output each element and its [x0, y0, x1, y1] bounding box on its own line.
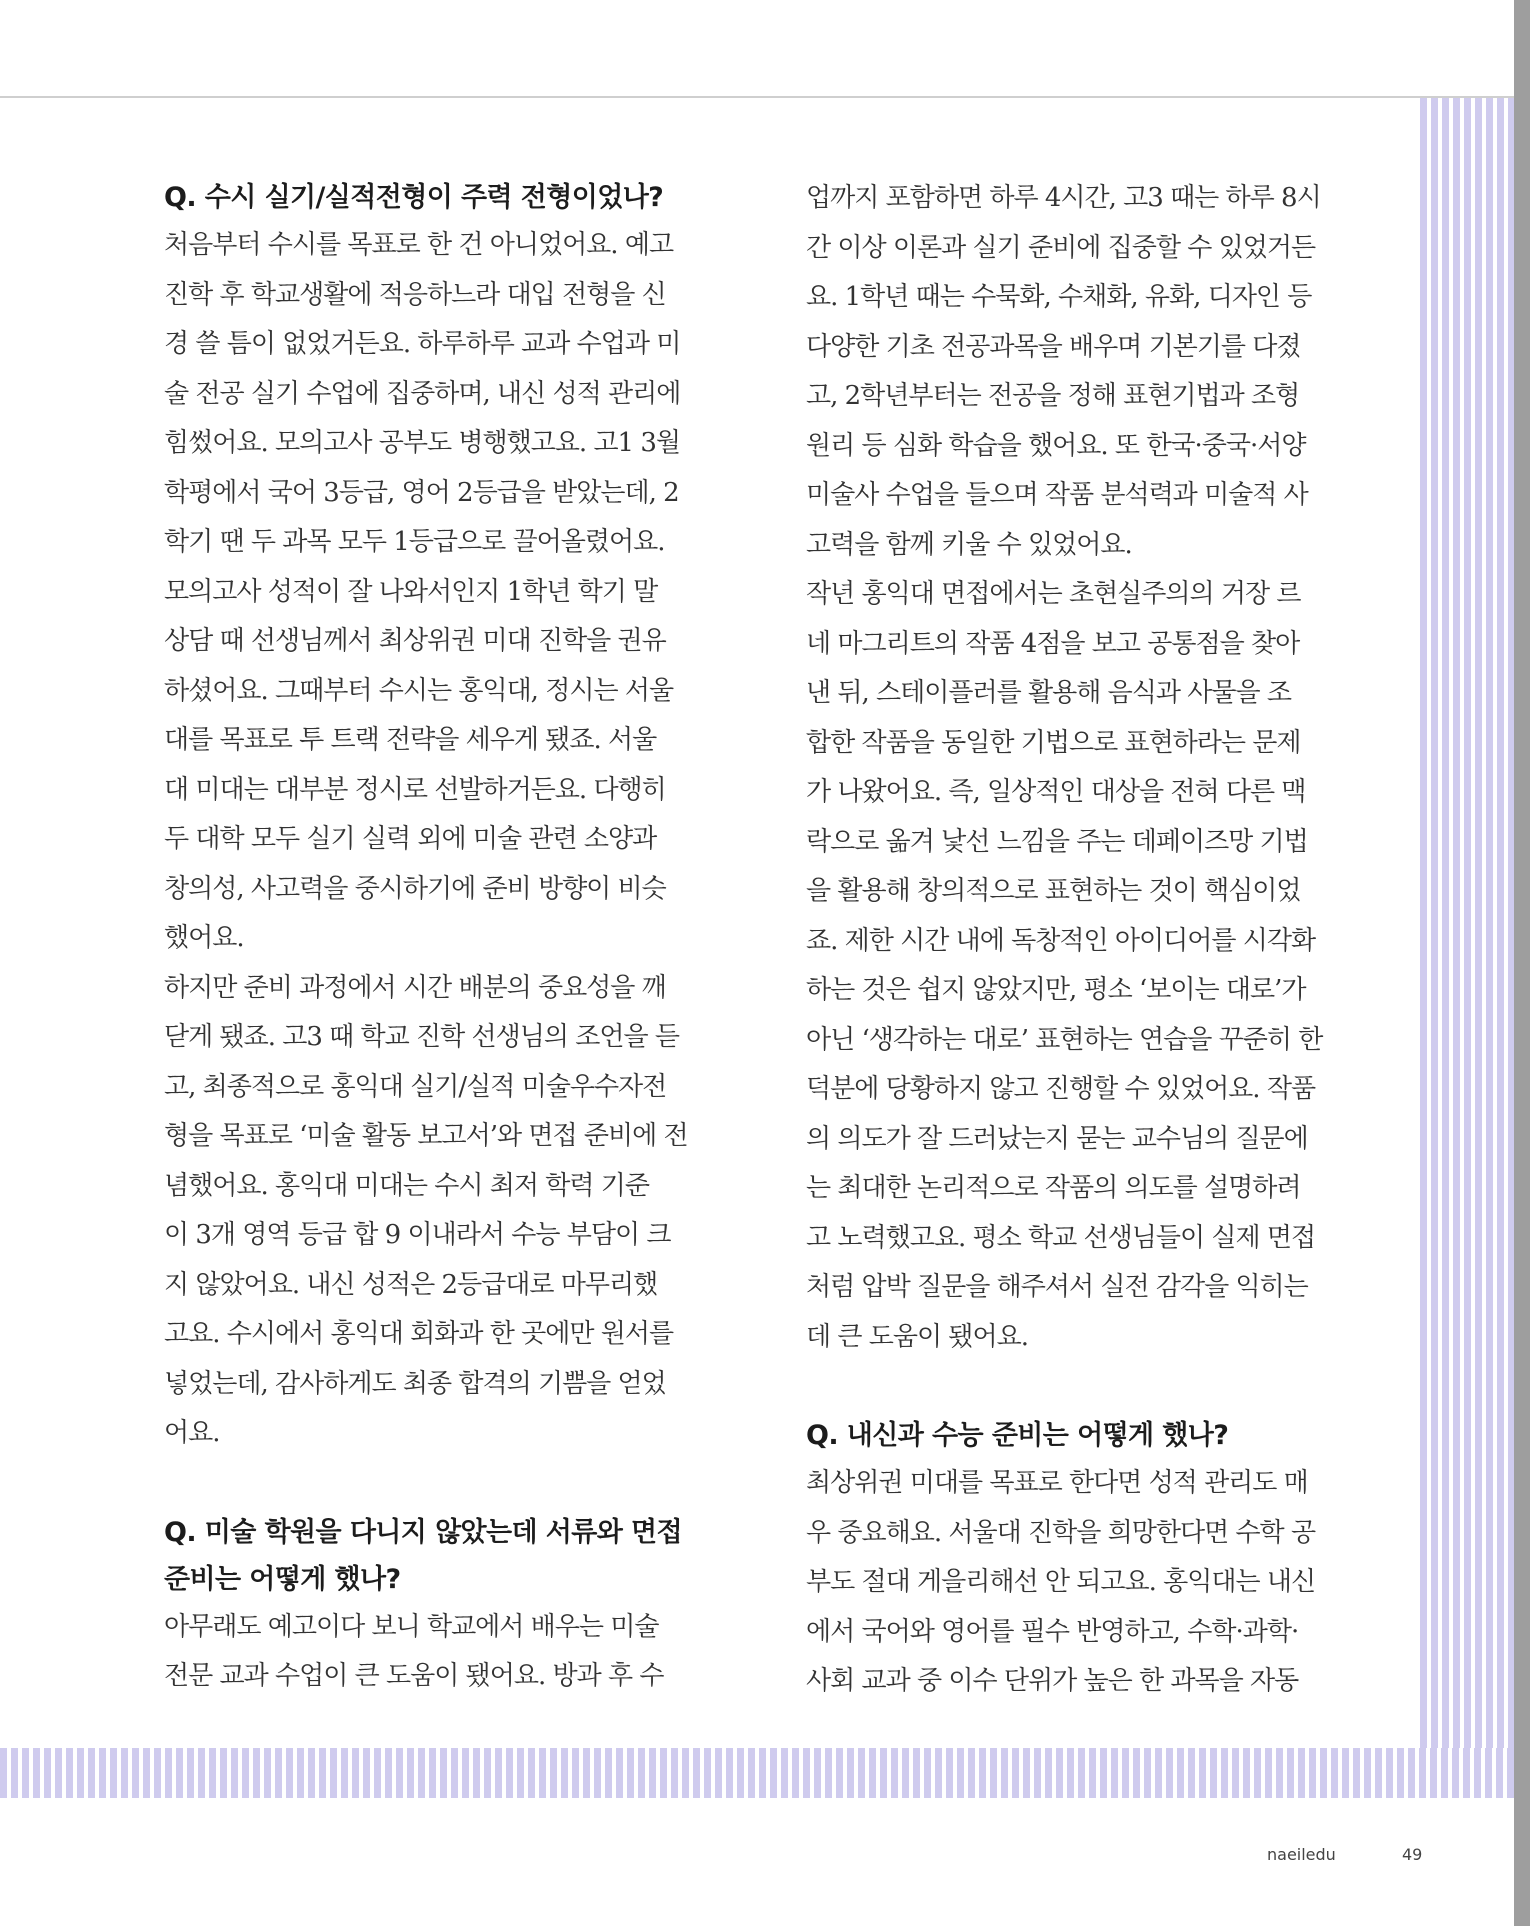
text-line: 하셨어요. 그때부터 수시는 홍익대, 정시는 서울 [164, 675, 674, 706]
text-line: 형을 목표로 ‘미술 활동 보고서’와 면접 준비에 전 [164, 1121, 688, 1151]
text-line: 우 중요해요. 서울대 진학을 희망한다면 수학 공 [806, 1517, 1316, 1548]
text-line: 의 의도가 잘 드러났는지 묻는 교수님의 질문에 [806, 1123, 1308, 1154]
text-line: 요. 1학년 때는 수묵화, 수채화, 유화, 디자인 등 [806, 282, 1312, 312]
text-line: 부도 절대 게을리해선 안 되고요. 홍익대는 내신 [806, 1567, 1316, 1597]
footer-brand: naeiledu [1267, 1845, 1336, 1864]
text-line: 대를 목표로 투 트랙 전략을 세우게 됐죠. 서울 [164, 725, 657, 755]
text-line: 간 이상 이론과 실기 준비에 집중할 수 있었거든 [806, 232, 1316, 263]
text-line: 작년 홍익대 면접에서는 초현실주의의 거장 르 [806, 579, 1301, 609]
text-line: 대 미대는 대부분 정시로 선발하거든요. 다행히 [164, 774, 666, 805]
decorative-stripe-bottom [0, 1748, 1514, 1798]
text-line: 준비는 어떻게 했나? [164, 1563, 401, 1595]
heading-q2 [164, 1509, 704, 1603]
text-line: Q. 내신과 수능 준비는 어떻게 했나? [806, 1420, 1229, 1451]
text-line: 창의성, 사고력을 중시하기에 준비 방향이 비슷 [164, 873, 666, 904]
text-line: 어요. [164, 1418, 220, 1448]
text-line: 고 노력했고요. 평소 학교 선생님들이 실제 면접 [806, 1222, 1316, 1253]
text-line: 두 대학 모두 실기 실력 외에 미술 관련 소양과 [164, 824, 657, 854]
text-line: 념했어요. 홍익대 미대는 수시 최저 학력 기준 [164, 1170, 649, 1201]
text-line: 처음부터 수시를 목표로 한 건 아니었어요. 예고 [164, 230, 674, 260]
text-line: 이 3개 영역 등급 합 9 이내라서 수능 부담이 크 [164, 1220, 671, 1250]
text-line: 는 최대한 논리적으로 작품의 의도를 설명하려 [806, 1173, 1301, 1203]
para-3 [164, 964, 704, 1459]
text-line: 에서 국어와 영어를 필수 반영하고, 수학·과학· [806, 1616, 1299, 1647]
text-line: 하지만 준비 과정에서 시간 배분의 중요성을 깨 [164, 972, 666, 1003]
para-6 [806, 570, 1346, 1362]
text-line: 상담 때 선생님께서 최상위권 미대 진학을 권유 [164, 626, 666, 656]
para-4 [164, 1603, 704, 1702]
text-line: 가 나왔어요. 즉, 일상적인 대상을 전혀 다른 맥 [806, 777, 1306, 807]
text-line: 미술사 수업을 들으며 작품 분석력과 미술적 사 [806, 480, 1308, 510]
text-line: 덕분에 당황하지 않고 진행할 수 있었어요. 작품 [806, 1074, 1316, 1104]
text-line: Q. 미술 학원을 다니지 않았는데 서류와 면접 [164, 1516, 683, 1548]
text-line: Q. 수시 실기/실적전형이 주력 전형이었나? [164, 182, 664, 213]
text-line: 다양한 기초 전공과목을 배우며 기본기를 다졌 [806, 331, 1301, 362]
text-line: 원리 등 심화 학습을 했어요. 또 한국·중국·서양 [806, 430, 1306, 461]
page-number: 49 [1402, 1845, 1423, 1864]
article-content-area [0, 98, 1420, 1748]
text-line: 전문 교과 수업이 큰 도움이 됐어요. 방과 후 수 [164, 1661, 664, 1691]
text-line: 아닌 ‘생각하는 대로’ 표현하는 연습을 꾸준히 한 [806, 1024, 1323, 1055]
para-5 [806, 174, 1346, 570]
text-line: 했어요. [164, 923, 244, 953]
text-line: 학기 땐 두 과목 모두 1등급으로 끌어올렸어요. [164, 527, 665, 557]
text-line: 네 마그리트의 작품 4점을 보고 공통점을 찾아 [806, 628, 1300, 659]
left-column [164, 174, 704, 1702]
text-line: 고, 최종적으로 홍익대 실기/실적 미술우수자전 [164, 1071, 667, 1102]
decorative-stripe-right [1420, 98, 1514, 1798]
text-line: 락으로 옮겨 낯선 느낌을 주는 데페이즈망 기법 [806, 826, 1308, 857]
text-line: 처럼 압박 질문을 해주셔서 실전 감각을 익히는 [806, 1272, 1308, 1302]
text-line: 업까지 포함하면 하루 4시간, 고3 때는 하루 8시 [806, 183, 1321, 213]
text-line: 넣었는데, 감사하게도 최종 합격의 기쁨을 얻었 [164, 1368, 666, 1399]
text-line: 경 쓸 틈이 없었거든요. 하루하루 교과 수업과 미 [164, 329, 681, 359]
para-1 [164, 221, 704, 568]
para-7 [806, 1459, 1346, 1707]
right-column [806, 174, 1346, 1707]
text-line: 힘썼어요. 모의고사 공부도 병행했고요. 고1 3월 [164, 428, 681, 458]
text-line: 고요. 수시에서 홍익대 회화과 한 곳에만 원서를 [164, 1319, 674, 1349]
text-line: 술 전공 실기 수업에 집중하며, 내신 성적 관리에 [164, 378, 681, 409]
text-line: 닫게 됐죠. 고3 때 학교 진학 선생님의 조언을 듣 [164, 1022, 680, 1052]
text-line: 죠. 제한 시간 내에 독창적인 아이디어를 시각화 [806, 925, 1316, 956]
text-line: 진학 후 학교생활에 적응하느라 대입 전형을 신 [164, 279, 666, 310]
text-line: 데 큰 도움이 됐어요. [806, 1321, 1028, 1352]
text-line: 낸 뒤, 스테이플러를 활용해 음식과 사물을 조 [806, 678, 1291, 708]
heading-q3 [806, 1412, 1346, 1459]
para-2 [164, 568, 704, 964]
text-line: 을 활용해 창의적으로 표현하는 것이 핵심이었 [806, 876, 1301, 906]
text-line: 합한 작품을 동일한 기법으로 표현하라는 문제 [806, 727, 1301, 758]
text-line: 하는 것은 쉽지 않았지만, 평소 ‘보이는 대로’가 [806, 975, 1306, 1005]
text-line: 사회 교과 중 이수 단위가 높은 한 과목을 자동 [806, 1666, 1299, 1696]
heading-q1 [164, 174, 704, 221]
text-line: 최상위권 미대를 목표로 한다면 성적 관리도 매 [806, 1468, 1308, 1498]
text-line: 아무래도 예고이다 보니 학교에서 배우는 미술 [164, 1611, 659, 1642]
text-line: 모의고사 성적이 잘 나와서인지 1학년 학기 말 [164, 576, 658, 607]
text-line: 고력을 함께 키울 수 있었어요. [806, 529, 1132, 560]
text-line: 지 않았어요. 내신 성적은 2등급대로 마무리했 [164, 1269, 658, 1300]
text-line: 학평에서 국어 3등급, 영어 2등급을 받았는데, 2 [164, 477, 679, 508]
text-line: 고, 2학년부터는 전공을 정해 표현기법과 조형 [806, 381, 1300, 411]
